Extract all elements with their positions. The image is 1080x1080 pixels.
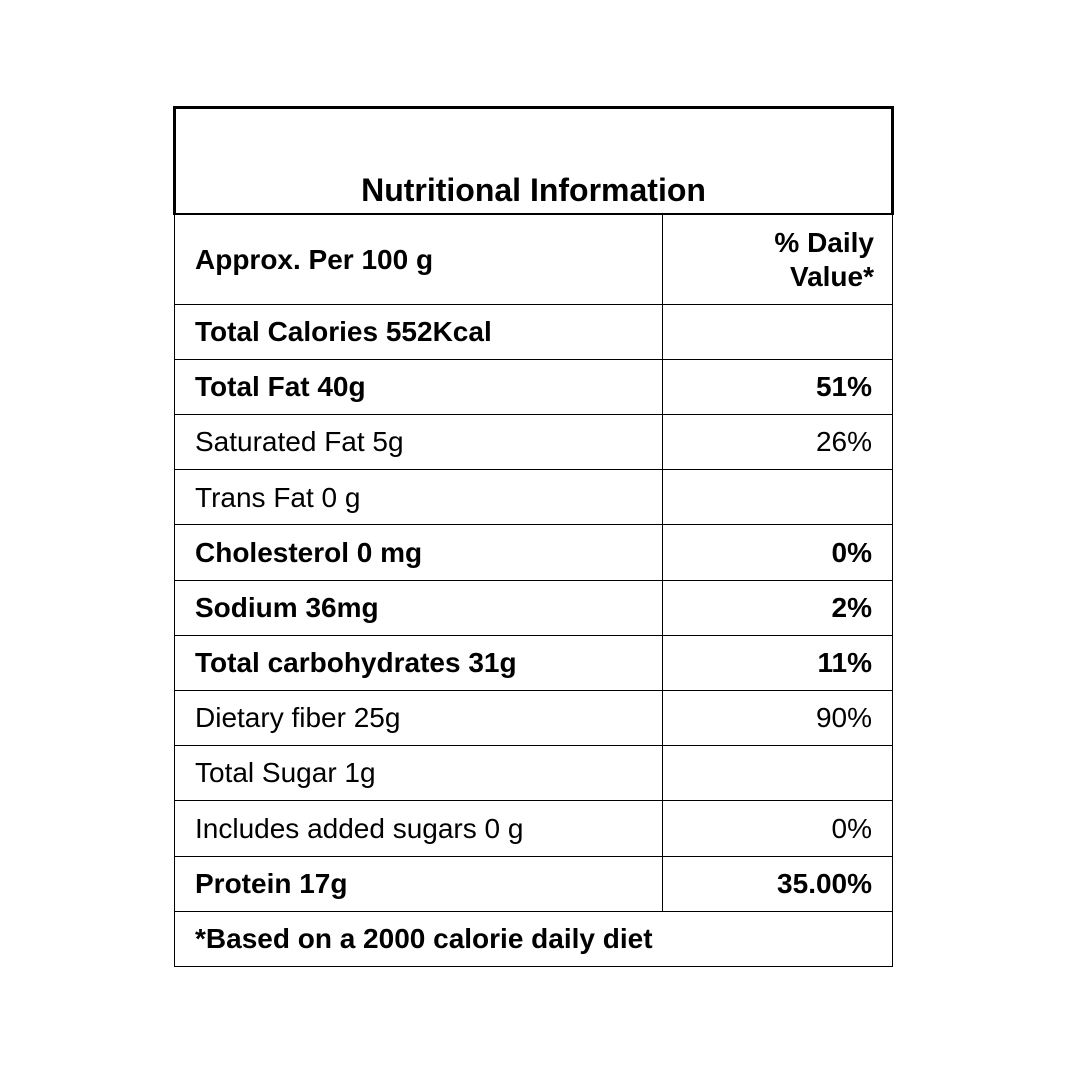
daily-value: 2%	[663, 580, 893, 635]
footnote-row	[175, 911, 893, 966]
nutrient-row	[175, 304, 893, 359]
daily-value: 26%	[663, 415, 893, 470]
daily-value: 90%	[663, 690, 893, 745]
footnote: *Based on a 2000 calorie daily diet	[175, 911, 893, 966]
daily-value-header-line2: Value*	[789, 260, 875, 292]
daily-value	[663, 746, 893, 801]
daily-value: 0%	[663, 525, 893, 580]
daily-value: 51%	[663, 359, 893, 414]
nutrient-label: Includes added sugars 0 g	[175, 801, 663, 856]
nutrient-label: Dietary fiber 25g	[175, 690, 663, 745]
nutrient-label: Saturated Fat 5g	[175, 415, 663, 470]
nutrient-label: Total Sugar 1g	[175, 746, 663, 801]
daily-value-header-line1: % Daily	[774, 226, 875, 258]
header-row	[175, 214, 893, 304]
nutrient-label: Total carbohydrates 31g	[175, 635, 663, 690]
title-row	[175, 108, 893, 215]
nutrient-row	[175, 415, 893, 470]
table-title: Nutritional Information	[175, 108, 893, 215]
serving-size-label: Approx. Per 100 g	[175, 214, 663, 304]
nutrient-row	[175, 746, 893, 801]
nutrient-row	[175, 525, 893, 580]
daily-value-header	[663, 214, 893, 304]
nutrient-label: Total Fat 40g	[175, 359, 663, 414]
daily-value: 35.00%	[663, 856, 893, 911]
daily-value: 0%	[663, 801, 893, 856]
daily-value	[663, 470, 893, 525]
nutrient-label: Trans Fat 0 g	[175, 470, 663, 525]
daily-value: 11%	[663, 635, 893, 690]
daily-value	[663, 304, 893, 359]
nutrient-label: Sodium 36mg	[175, 580, 663, 635]
nutrient-row	[175, 470, 893, 525]
nutrient-label: Cholesterol 0 mg	[175, 525, 663, 580]
nutrient-row	[175, 690, 893, 745]
nutrition-facts-table	[173, 106, 894, 967]
nutrient-row	[175, 801, 893, 856]
nutrient-label: Total Calories 552Kcal	[175, 304, 663, 359]
nutrient-row	[175, 856, 893, 911]
nutrient-row	[175, 359, 893, 414]
nutrient-row	[175, 580, 893, 635]
nutrient-row	[175, 635, 893, 690]
nutrient-label: Protein 17g	[175, 856, 663, 911]
